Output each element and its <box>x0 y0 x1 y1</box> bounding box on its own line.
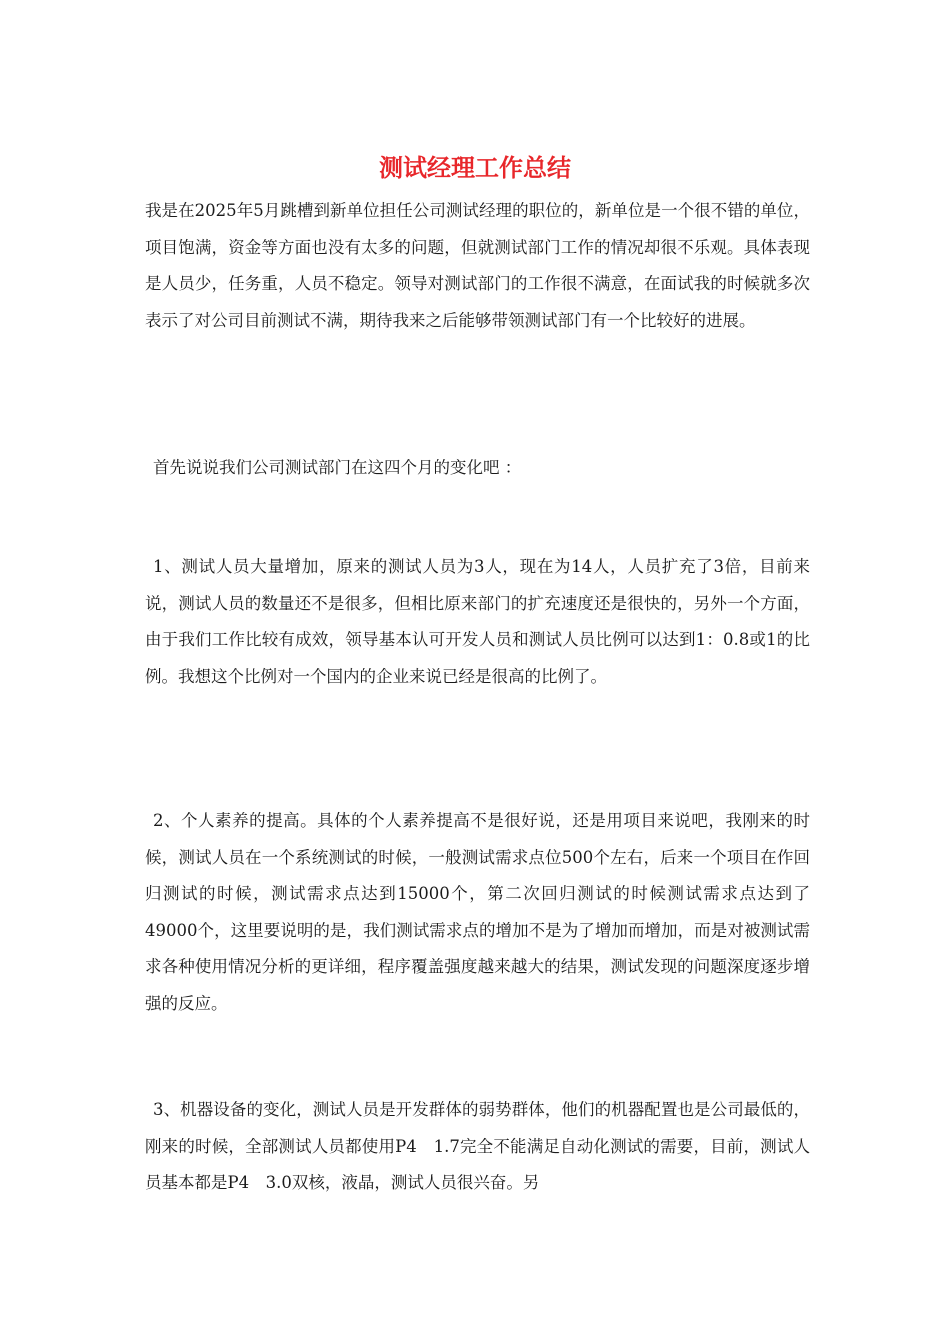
paragraph-lead: 首先说说我们公司测试部门在这四个月的变化吧 ： <box>153 458 522 477</box>
paragraph-item-2: 2、个人素养的提高。具体的个人素养提高不是很好说，还是用项目来说吧，我刚来的时候，测试人员在一个系统测试的时候，一般测试需求点位500个左右，后来一个项目在作回归测试的时候，测试需求点达到15000个，第二次回归测试的时候测试需求点达到了49000个，这里要说明的是，我们测试需求点的增加不是为了增加而增加，而是对被测试需求各种使用情况分析的更详细，程序覆盖强度越来越大的结果，测试发现的问题深度逐步增强的反应。 <box>145 811 810 1013</box>
paragraph-intro: 我是在2025年5月跳槽到新单位担任公司测试经理的职位的，新单位是一个很不错的单位，项目饱满，资金等方面也没有太多的问题，但就测试部门工作的情况却很不乐观。具体表现是人员少，任务重，人员不稳定。领导对测试部门的工作很不满意，在面试我的时候就多次表示了对公司目前测试不满，期待我来之后能够带领测试部门有一个比较好的进展。 <box>145 201 810 330</box>
paragraph-item-1: 1、测试人员大量增加，原来的测试人员为3人，现在为14人，人员扩充了3倍，目前来说，测试人员的数量还不是很多，但相比原来部门的扩充速度还是很快的，另外一个方面，由于我们工作比较有成效，领导基本认可开发人员和测试人员比例可以达到1：0.8或1的比例。我想这个比例对一个国内的企业来说已经是很高的比例了。 <box>145 557 810 686</box>
paragraph-item-3: 3、机器设备的变化，测试人员是开发群体的弱势群体，他们的机器配置也是公司最低的，刚来的时候，全部测试人员都使用P4 1.7完全不能满足自动化测试的需要，目前，测试人员基本都是P4 3.0双核，液晶，测试人员很兴奋。另 <box>145 1100 810 1192</box>
document-title: 测试经理工作总结 <box>379 153 571 182</box>
